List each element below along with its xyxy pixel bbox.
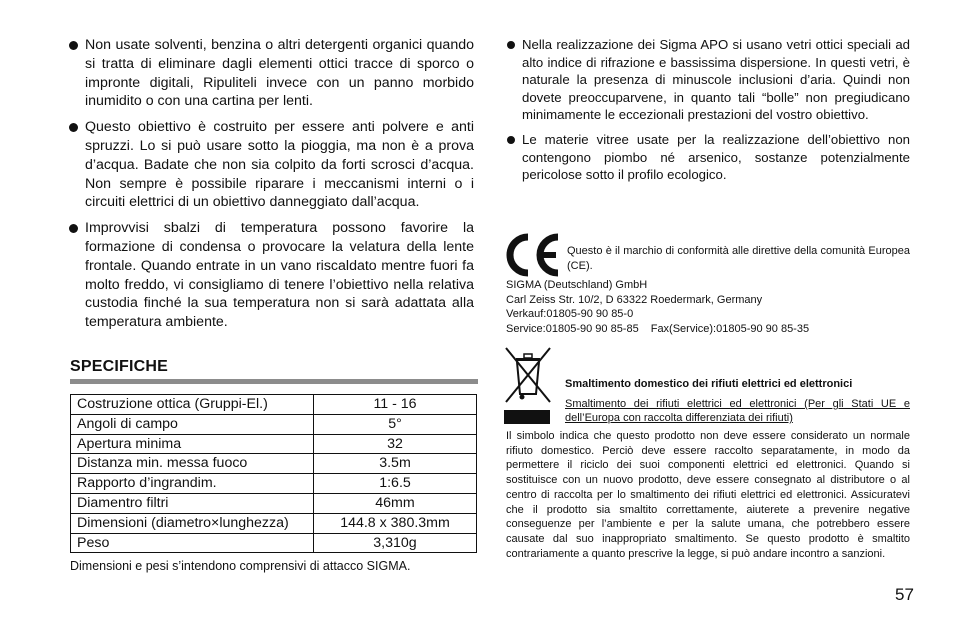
spec-label: Diamentro filtri xyxy=(71,493,314,513)
spec-label: Peso xyxy=(71,533,314,553)
spec-value: 46mm xyxy=(314,493,477,513)
spec-value: 3.5m xyxy=(314,454,477,474)
spec-label: Angoli di campo xyxy=(71,414,314,434)
left-column xyxy=(68,36,474,339)
table-row xyxy=(71,474,477,494)
ce-description: Questo è il marchio di conformità alle direttive della comunità Europea (CE). xyxy=(567,245,910,272)
care-bullet-splash: Questo obiettivo è costruito per essere anti polvere e anti spruzzi. Lo si può usare sotto la pioggia, ma non è a prova d’acqua. Badate che non sia colpito da forti scrosci d’acqua. Non sempre è possibile riparare i meccanismi interni o i circuiti elettrici di un obiettivo danneggiato dall’acqua. xyxy=(68,118,474,212)
page-number: 57 xyxy=(895,585,914,604)
spec-value: 5° xyxy=(314,414,477,434)
weee-body: Il simbolo indica che questo prodotto non deve essere considerato un normale rifiuto domestico. Perciò deve essere raccolto separatamente, in modo da permettere il riciclo dei suoi componenti elettrici ed elettronici. Quando si sostituisce con un nuovo prodotto, deve essere consegnato al distributore o al centro di raccolta per lo smaltimento dei rifiuti elettrici ed elettronici. Assicuratevi che il prodotto sia smaltito correttamente, aiuterete a prevenire negative conseguenze per l’ambiente e per la salute umana, che potrebbero essere causate dal suo inappropriato smaltimento. Se questo prodotto è smaltito contrariamente a quanto prescrive la legge, si può andare incontro a sanzioni. xyxy=(506,430,910,560)
spec-note: Dimensioni e pesi s’intendono comprensivi di attacco SIGMA. xyxy=(70,559,411,573)
crossed-bin-icon xyxy=(504,346,556,426)
spec-table xyxy=(70,394,477,553)
table-row xyxy=(71,414,477,434)
service-fax: Fax(Service):01805-90 90 85-35 xyxy=(650,323,810,336)
weee-title: Smaltimento domestico dei rifiuti elettrici ed elettronici xyxy=(565,378,853,390)
spec-value: 11 - 16 xyxy=(314,395,477,415)
spec-label: Rapporto d’ingrandim. xyxy=(71,474,314,494)
table-row xyxy=(71,513,477,533)
spec-heading: SPECIFICHE xyxy=(70,358,169,375)
ce-mark-icon xyxy=(504,233,562,277)
table-row xyxy=(71,493,477,513)
company-name: SIGMA (Deutschland) GmbH xyxy=(506,279,648,291)
street-address: Carl Zeiss Str. 10/2, D 63322 Roedermark, Germany xyxy=(506,293,763,306)
table-row xyxy=(71,454,477,474)
spec-value: 144.8 x 380.3mm xyxy=(314,513,477,533)
table-row xyxy=(71,533,477,553)
table-row xyxy=(71,395,477,415)
spec-value: 1:6.5 xyxy=(314,474,477,494)
glass-bullet-bubbles: Nella realizzazione dei Sigma APO si usano vetri ottici speciali ad alto indice di rifrazione e bassissima dispersione. In questi vetri, è naturale la presenza di minuscole inclusioni d’aria. Quindi non dovete preoccuparvene, in quanto tali “bolle” non pregiudicano minimamente le eccezionali prestazioni del vostro obiettivo. xyxy=(506,36,910,124)
glass-bullet-lead-free: Le materie vitree usate per la realizzazione dell’obiettivo non contengono piombo né arsenico, sostanze potenzialmente pericolose sotto il profilo ecologico. xyxy=(506,131,910,184)
care-bullet-temperature: Improvvisi sbalzi di temperatura possono favorire la formazione di condensa o provocare la velatura della lente frontale. Quando entrate in un vano riscaldato mentre fuori fa molto freddo, vi consigliamo di tenere l’obiettivo nella relativa custodia finché la sua temperatura non si sarà adattata alla temperatura ambiente. xyxy=(68,219,474,332)
spec-value: 3,310g xyxy=(314,533,477,553)
spec-label: Distanza min. messa fuoco xyxy=(71,454,314,474)
service-line xyxy=(506,322,809,337)
table-row xyxy=(71,434,477,454)
weee-subtitle: Smaltimento dei rifiuti elettrici ed elettronici (Per gli Stati UE e dell’Europa con raccolta differenziata dei rifiuti) xyxy=(565,398,910,424)
care-bullet-solvents: Non usate solventi, benzina o altri detergenti organici quando si tratta di eliminare dagli elementi ottici tracce di sporco o impronte digitali, Ripuliteli invece con un panno morbido inumidito o con una cartina per lenti. xyxy=(68,36,474,111)
service-phone: Service:01805-90 90 85-85 xyxy=(506,323,639,336)
address-block xyxy=(506,278,809,337)
spec-label: Dimensioni (diametro×lunghezza) xyxy=(71,513,314,533)
spec-label: Costruzione ottica (Gruppi-El.) xyxy=(71,395,314,415)
right-column xyxy=(506,36,910,191)
spec-value: 32 xyxy=(314,434,477,454)
heading-divider xyxy=(70,379,478,384)
sales-phone: Verkauf:01805-90 90 85-0 xyxy=(506,308,634,321)
spec-label: Apertura minima xyxy=(71,434,314,454)
